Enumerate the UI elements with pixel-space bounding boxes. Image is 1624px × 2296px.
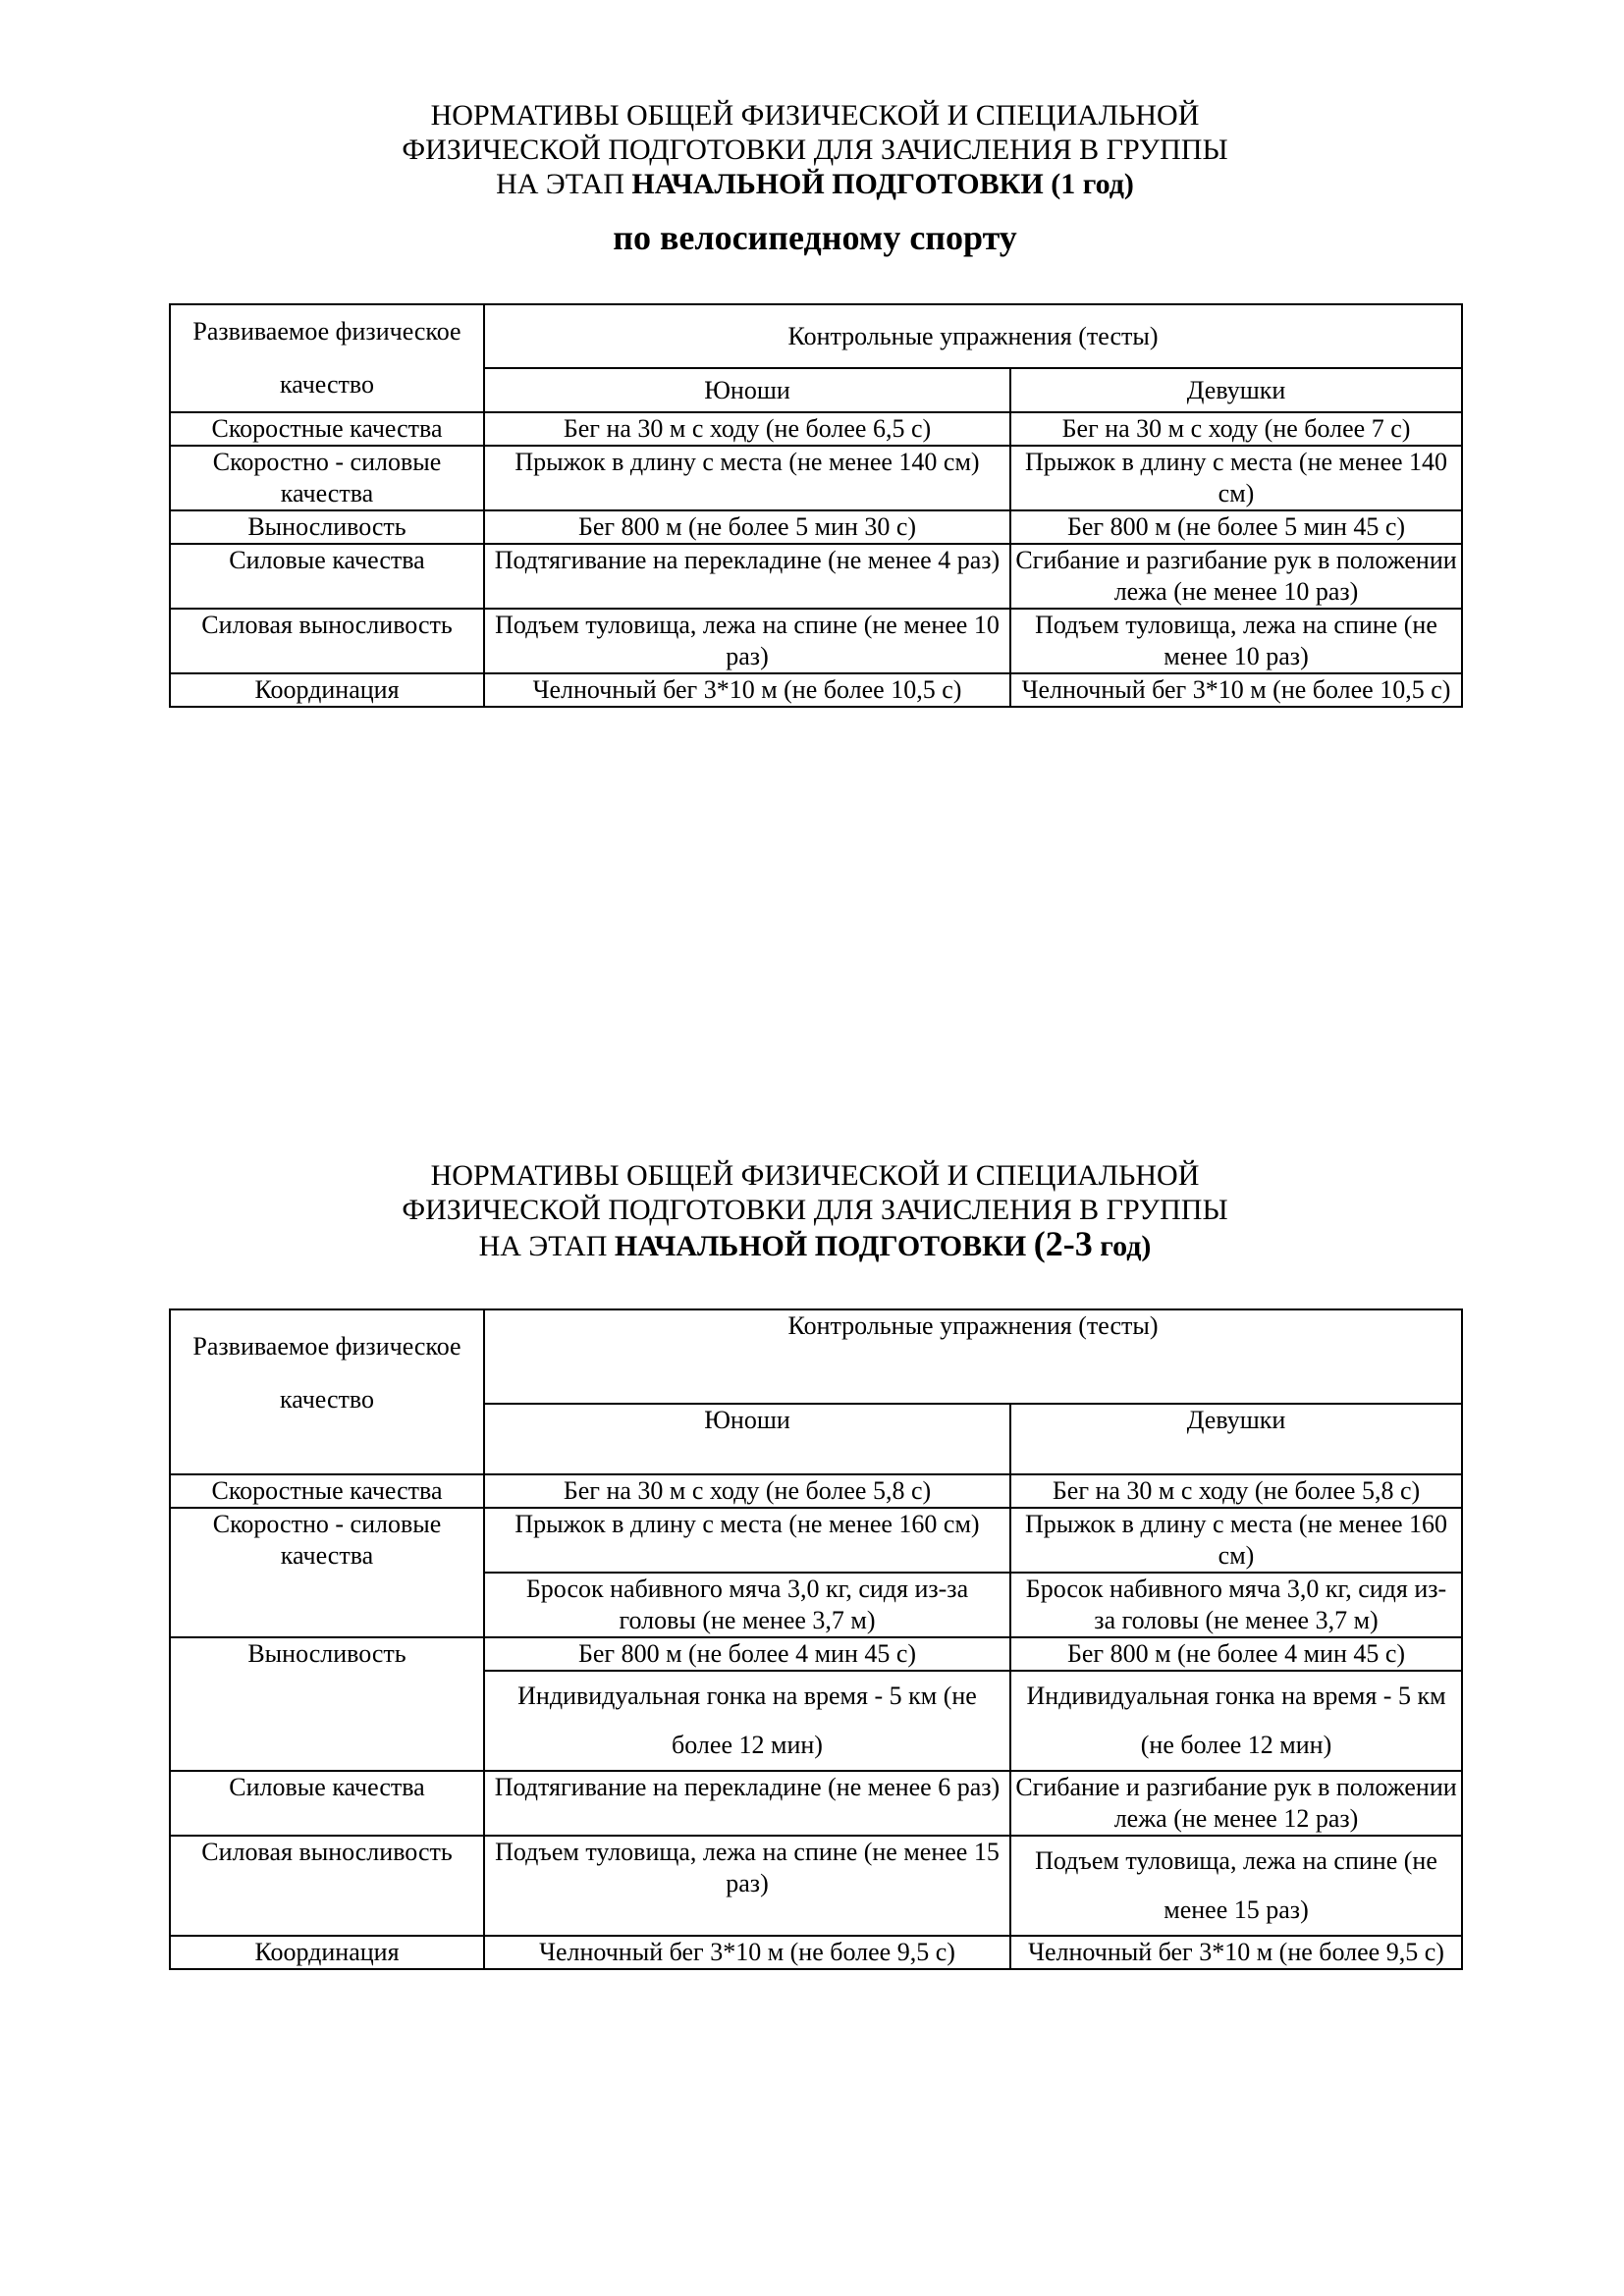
cell-boys: Бег на 30 м с ходу (не более 6,5 с) xyxy=(484,412,1010,446)
cell-boys: Челночный бег 3*10 м (не более 10,5 с) xyxy=(484,673,1010,707)
cell-boys: Бег 800 м (не более 4 мин 45 с) xyxy=(484,1637,1010,1671)
cell-girls: Сгибание и разгибание рук в положении лежа (не менее 12 раз) xyxy=(1010,1771,1462,1836)
cell-quality: Силовые качества xyxy=(170,544,484,609)
cell-boys: Челночный бег 3*10 м (не более 9,5 с) xyxy=(484,1936,1010,1969)
header-quality: Развиваемое физическое качество xyxy=(170,304,484,412)
cell-boys: Бег на 30 м с ходу (не более 5,8 с) xyxy=(484,1474,1010,1508)
header-boys: Юноши xyxy=(484,368,1010,412)
title-line-1: НОРМАТИВЫ ОБЩЕЙ ФИЗИЧЕСКОЙ И СПЕЦИАЛЬНОЙ xyxy=(430,99,1200,132)
title-stage-name: НАЧАЛЬНОЙ ПОДГОТОВКИ (1 год) xyxy=(631,168,1134,200)
cell-quality: Выносливость xyxy=(170,510,484,544)
table-row xyxy=(170,544,1462,609)
title-stage-name: НАЧАЛЬНОЙ ПОДГОТОВКИ xyxy=(614,1230,1027,1262)
cell-boys: Подъем туловища, лежа на спине (не менее 10 раз) xyxy=(484,609,1010,673)
cell-quality: Координация xyxy=(170,1936,484,1969)
cell-girls: Бег 800 м (не более 4 мин 45 с) xyxy=(1010,1637,1462,1671)
table-header-row xyxy=(170,304,1462,368)
title-years: (2-3 xyxy=(1033,1224,1093,1263)
cell-boys: Подтягивание на перекладине (не менее 6 раз) xyxy=(484,1771,1010,1836)
table-row xyxy=(170,1836,1462,1936)
title-line-2: ФИЗИЧЕСКОЙ ПОДГОТОВКИ ДЛЯ ЗАЧИСЛЕНИЯ В ГРУППЫ xyxy=(402,1194,1228,1226)
title-stage-prefix: НА ЭТАП xyxy=(478,1230,608,1262)
table-row xyxy=(170,1936,1462,1969)
title-line-2: ФИЗИЧЕСКОЙ ПОДГОТОВКИ ДЛЯ ЗАЧИСЛЕНИЯ В ГРУППЫ xyxy=(402,133,1228,166)
title-stage-prefix: НА ЭТАП xyxy=(496,168,624,200)
cell-boys: Подъем туловища, лежа на спине (не менее 15 раз) xyxy=(484,1836,1010,1936)
cell-quality: Скоростно - силовые качества xyxy=(170,446,484,510)
section-title xyxy=(169,98,1461,201)
cell-boys: Подтягивание на перекладине (не менее 4 раз) xyxy=(484,544,1010,609)
cell-girls: Прыжок в длину с места (не менее 140 см) xyxy=(1010,446,1462,510)
title-years-suffix: год) xyxy=(1100,1230,1152,1262)
table-header-row xyxy=(170,1309,1462,1404)
cell-girls: Бег на 30 м с ходу (не более 5,8 с) xyxy=(1010,1474,1462,1508)
cell-quality: Скоростно - силовые качества xyxy=(170,1508,484,1637)
header-boys: Юноши xyxy=(484,1404,1010,1474)
cell-girls: Индивидуальная гонка на время - 5 км (не более 12 мин) xyxy=(1010,1671,1462,1771)
cell-quality: Координация xyxy=(170,673,484,707)
cell-quality: Скоростные качества xyxy=(170,1474,484,1508)
section-subtitle: по велосипедному спорту xyxy=(613,218,1017,257)
cell-girls: Бросок набивного мяча 3,0 кг, сидя из-за головы (не менее 3,7 м) xyxy=(1010,1573,1462,1637)
norms-table xyxy=(169,1308,1463,1970)
table-row xyxy=(170,1771,1462,1836)
table-row xyxy=(170,510,1462,544)
table-row xyxy=(170,673,1462,707)
table-row xyxy=(170,609,1462,673)
table-row xyxy=(170,1474,1462,1508)
title-line-1: НОРМАТИВЫ ОБЩЕЙ ФИЗИЧЕСКОЙ И СПЕЦИАЛЬНОЙ xyxy=(430,1159,1200,1192)
cell-quality: Скоростные качества xyxy=(170,412,484,446)
cell-girls: Подъем туловища, лежа на спине (не менее 15 раз) xyxy=(1010,1836,1462,1936)
table-row xyxy=(170,446,1462,510)
cell-girls: Сгибание и разгибание рук в положении лежа (не менее 10 раз) xyxy=(1010,544,1462,609)
header-girls: Девушки xyxy=(1010,1404,1462,1474)
norms-section-year-1 xyxy=(169,98,1461,708)
header-quality: Развиваемое физическое качество xyxy=(170,1309,484,1474)
cell-girls: Челночный бег 3*10 м (не более 9,5 с) xyxy=(1010,1936,1462,1969)
cell-boys: Бег 800 м (не более 5 мин 30 с) xyxy=(484,510,1010,544)
norms-section-years-2-3 xyxy=(169,1158,1461,1970)
table-row xyxy=(170,1508,1462,1573)
cell-girls: Бег 800 м (не более 5 мин 45 с) xyxy=(1010,510,1462,544)
cell-quality: Силовая выносливость xyxy=(170,1836,484,1936)
cell-girls: Прыжок в длину с места (не менее 160 см) xyxy=(1010,1508,1462,1573)
header-tests: Контрольные упражнения (тесты) xyxy=(484,304,1462,368)
cell-girls: Бег на 30 м с ходу (не более 7 с) xyxy=(1010,412,1462,446)
cell-boys: Индивидуальная гонка на время - 5 км (не более 12 мин) xyxy=(484,1671,1010,1771)
cell-boys: Прыжок в длину с места (не менее 140 см) xyxy=(484,446,1010,510)
norms-table xyxy=(169,303,1463,708)
cell-boys: Бросок набивного мяча 3,0 кг, сидя из-за головы (не менее 3,7 м) xyxy=(484,1573,1010,1637)
title-line-3 xyxy=(169,1224,1461,1263)
table-row xyxy=(170,412,1462,446)
cell-girls: Челночный бег 3*10 м (не более 10,5 с) xyxy=(1010,673,1462,707)
cell-quality: Силовые качества xyxy=(170,1771,484,1836)
table-row xyxy=(170,1637,1462,1671)
header-tests: Контрольные упражнения (тесты) xyxy=(484,1309,1462,1404)
cell-quality: Силовая выносливость xyxy=(170,609,484,673)
cell-girls: Подъем туловища, лежа на спине (не менее 10 раз) xyxy=(1010,609,1462,673)
title-line-3 xyxy=(169,167,1461,201)
cell-quality: Выносливость xyxy=(170,1637,484,1771)
section-title xyxy=(169,1158,1461,1263)
cell-boys: Прыжок в длину с места (не менее 160 см) xyxy=(484,1508,1010,1573)
header-girls: Девушки xyxy=(1010,368,1462,412)
